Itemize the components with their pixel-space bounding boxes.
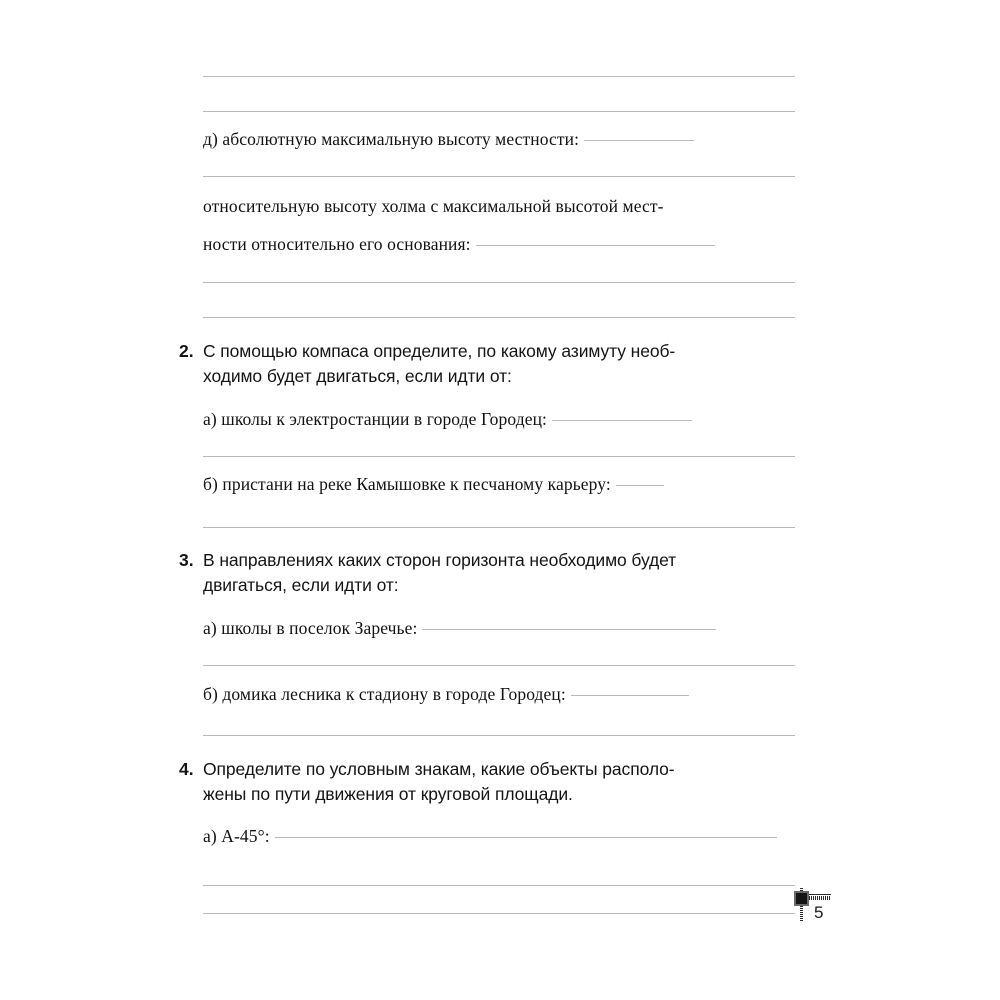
question-4-number: 4. (179, 759, 194, 779)
ruled-line (203, 111, 795, 112)
question-3-sub-a-label: а) школы в поселок Заречье: (203, 618, 418, 638)
question-4 (179, 757, 675, 807)
question-4-sub-a-label: а) А-45°: (203, 826, 270, 846)
question-2-sub-b (203, 474, 803, 495)
relative-height-line2 (203, 234, 803, 255)
question-4-line-1: Определите по условным знакам, какие объекты располо- (203, 759, 675, 779)
question-2-line-2: ходимо будет двигаться, если идти от: (203, 366, 512, 386)
relative-height-text-1: относительную высоту холма с максимальной высотой мест- (203, 196, 664, 216)
ruled-line (203, 176, 795, 177)
content-column (179, 0, 795, 1000)
item-d-label: д) абсолютную максимальную высоту местности: (203, 129, 580, 149)
question-3-sub-a (203, 618, 803, 639)
question-4-sub-a (203, 826, 803, 847)
marker-arm-top (809, 894, 831, 895)
question-3-number: 3. (179, 550, 194, 570)
ruled-line (203, 456, 795, 457)
answer-blank[interactable] (571, 695, 689, 696)
page-number: 5 (814, 903, 824, 922)
ruled-line (203, 885, 795, 886)
question-2 (179, 339, 676, 389)
question-4-line-2: жены по пути движения от круговой площади. (203, 784, 573, 804)
ruled-line (203, 282, 795, 283)
question-3-sub-b (203, 684, 803, 705)
answer-blank[interactable] (476, 245, 715, 246)
survey-marker-icon (791, 888, 831, 928)
question-3-line-2: двигаться, если идти от: (203, 575, 399, 595)
item-d-row (203, 129, 803, 150)
question-3 (179, 548, 677, 598)
question-3-sub-b-label: б) домика лесника к стадиону в городе Городец: (203, 684, 566, 704)
answer-blank[interactable] (616, 485, 664, 486)
answer-blank[interactable] (275, 837, 777, 838)
relative-height-text-2: ности относительно его основания: (203, 234, 471, 254)
question-2-sub-a-label: а) школы к электростанции в городе Городец: (203, 409, 548, 429)
marker-box (794, 891, 809, 906)
question-2-sub-a (203, 409, 803, 430)
answer-blank[interactable] (552, 420, 692, 421)
ruled-line (203, 317, 795, 318)
ruled-line (203, 76, 795, 77)
question-2-sub-b-label: б) пристани на реке Камышовке к песчаному карьеру: (203, 474, 611, 494)
relative-height-line1 (203, 196, 803, 217)
ruled-line (203, 913, 795, 914)
ruled-line (203, 665, 795, 666)
answer-blank[interactable] (422, 629, 716, 630)
ruled-line (203, 527, 795, 528)
question-3-line-1: В направлениях каких сторон горизонта необходимо будет (203, 550, 677, 570)
question-2-number: 2. (179, 341, 194, 361)
answer-blank[interactable] (584, 140, 694, 141)
ruled-line (203, 735, 795, 736)
marker-arm (809, 896, 831, 900)
question-2-line-1: С помощью компаса определите, по какому азимуту необ- (203, 341, 676, 361)
